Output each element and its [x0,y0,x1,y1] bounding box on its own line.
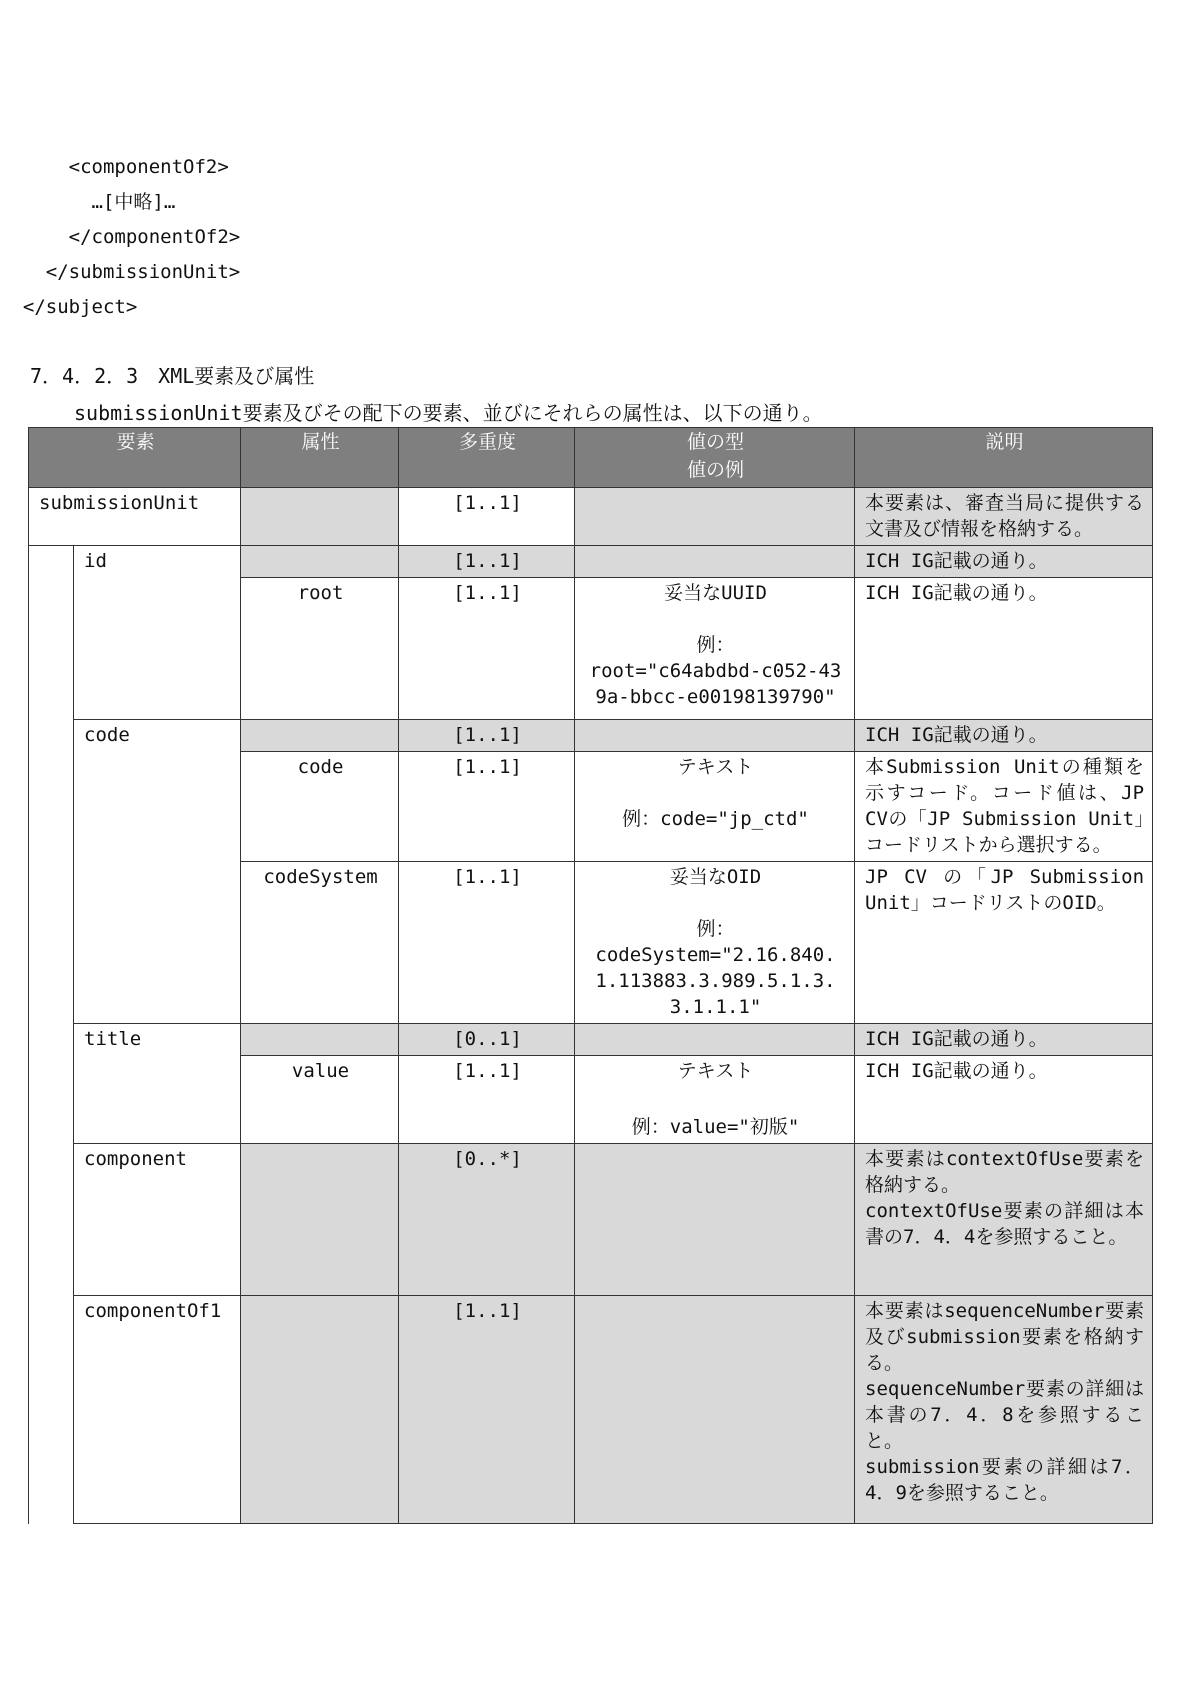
attribute-cell: root [241,578,399,720]
cardinality-cell: [1..1] [399,578,575,720]
header-cardinality: 多重度 [399,428,575,488]
header-attribute: 属性 [241,428,399,488]
attribute-cell [241,1296,399,1524]
type-cell [575,578,855,720]
value-example: codeSystem="2.16.840.1.113883.3.989.5.1.3.3.1.1.1" [595,944,836,1018]
element-cell: component [74,1144,241,1296]
description-cell [855,1144,1153,1296]
cardinality-cell: [1..1] [399,546,575,578]
attribute-cell [241,1024,399,1056]
value-example: 例：value="初版" [631,1116,800,1138]
element-cell: code [74,720,241,1024]
type-cell [575,1296,855,1524]
type-cell [575,752,855,862]
type-cell [575,546,855,578]
element-cell: componentOf1 [74,1296,241,1524]
code-line: </submissionUnit> [0,261,241,283]
value-example-label: 例： [696,634,735,656]
table-header-row [29,428,1153,488]
table-row [29,546,1153,578]
section-heading: 7．4．2．3 XML要素及び属性 [30,364,315,388]
description-cell: ICH IG記載の通り。 [855,578,1153,720]
attribute-cell [241,1144,399,1296]
table-row [29,720,1153,752]
table-row [29,1296,1153,1524]
table-row [29,1144,1153,1296]
value-example: 例：code="jp_ctd" [622,808,809,830]
code-line: </subject> [0,296,138,318]
type-cell [575,1056,855,1144]
cardinality-cell: [0..*] [399,1144,575,1296]
description-cell: JP CV の「JP Submission Unit」コードリストのOID。 [855,862,1153,1024]
description-cell: ICH IG記載の通り。 [855,1056,1153,1144]
element-cell: id [74,546,241,720]
cardinality-cell: [1..1] [399,720,575,752]
cardinality-cell: [0..1] [399,1024,575,1056]
description-cell: 本Submission Unitの種類を示すコード。コード値は、JP CVの「JP Submission Unit」コードリストから選択する。 [855,752,1153,862]
description-text: contextOfUse要素の詳細は本書の7．4．4を参照すること。 [865,1200,1145,1248]
description-cell [855,1296,1153,1524]
attribute-cell: value [241,1056,399,1144]
cardinality-cell: [1..1] [399,1296,575,1524]
element-cell: submissionUnit [29,488,241,546]
element-spec-table [28,427,1153,1524]
description-cell: 本要素は、審査当局に提供する文書及び情報を格納する。 [855,488,1153,546]
table-row [29,1024,1153,1056]
header-type-line2: 値の例 [687,459,745,481]
code-line: <componentOf2> [0,156,229,178]
cardinality-cell: [1..1] [399,752,575,862]
table-row [29,488,1153,546]
attribute-cell [241,488,399,546]
attribute-cell: codeSystem [241,862,399,1024]
type-cell [575,862,855,1024]
description-cell: ICH IG記載の通り。 [855,720,1153,752]
code-snippet [0,150,240,325]
value-example-label: 例： [696,918,735,940]
header-type-line1: 値の型 [687,431,745,453]
value-example: root="c64abdbd-c052-439a-bbcc-e00198139790" [589,660,842,708]
value-type: テキスト [677,756,754,778]
cardinality-cell: [1..1] [399,488,575,546]
type-cell [575,488,855,546]
description-text: submission要素の詳細は7．4．9を参照すること。 [865,1456,1145,1504]
value-type: テキスト [677,1060,754,1082]
type-cell [575,1024,855,1056]
element-cell: title [74,1024,241,1144]
type-cell [575,720,855,752]
code-line: …[中略]… [0,191,176,213]
value-type: 妥当なOID [669,866,762,888]
description-cell: ICH IG記載の通り。 [855,546,1153,578]
attribute-cell [241,720,399,752]
description-text: sequenceNumber要素の詳細は本書の7．4．8を参照すること。 [865,1378,1145,1452]
section-intro: submissionUnit要素及びその配下の要素、並びにそれらの属性は、以下の通り。 [74,401,823,425]
attribute-cell [241,546,399,578]
description-text: 本要素はcontextOfUse要素を格納する。 [865,1148,1145,1196]
type-cell [575,1144,855,1296]
description-text: 本要素はsequenceNumber要素及びsubmission要素を格納する。 [865,1300,1145,1374]
header-value-type [575,428,855,488]
header-description: 説明 [855,428,1153,488]
code-line: </componentOf2> [0,226,241,248]
description-cell: ICH IG記載の通り。 [855,1024,1153,1056]
cardinality-cell: [1..1] [399,1056,575,1144]
header-element: 要素 [29,428,241,488]
value-type: 妥当なUUID [664,582,767,604]
indent-spine [29,546,74,1524]
attribute-cell: code [241,752,399,862]
cardinality-cell: [1..1] [399,862,575,1024]
